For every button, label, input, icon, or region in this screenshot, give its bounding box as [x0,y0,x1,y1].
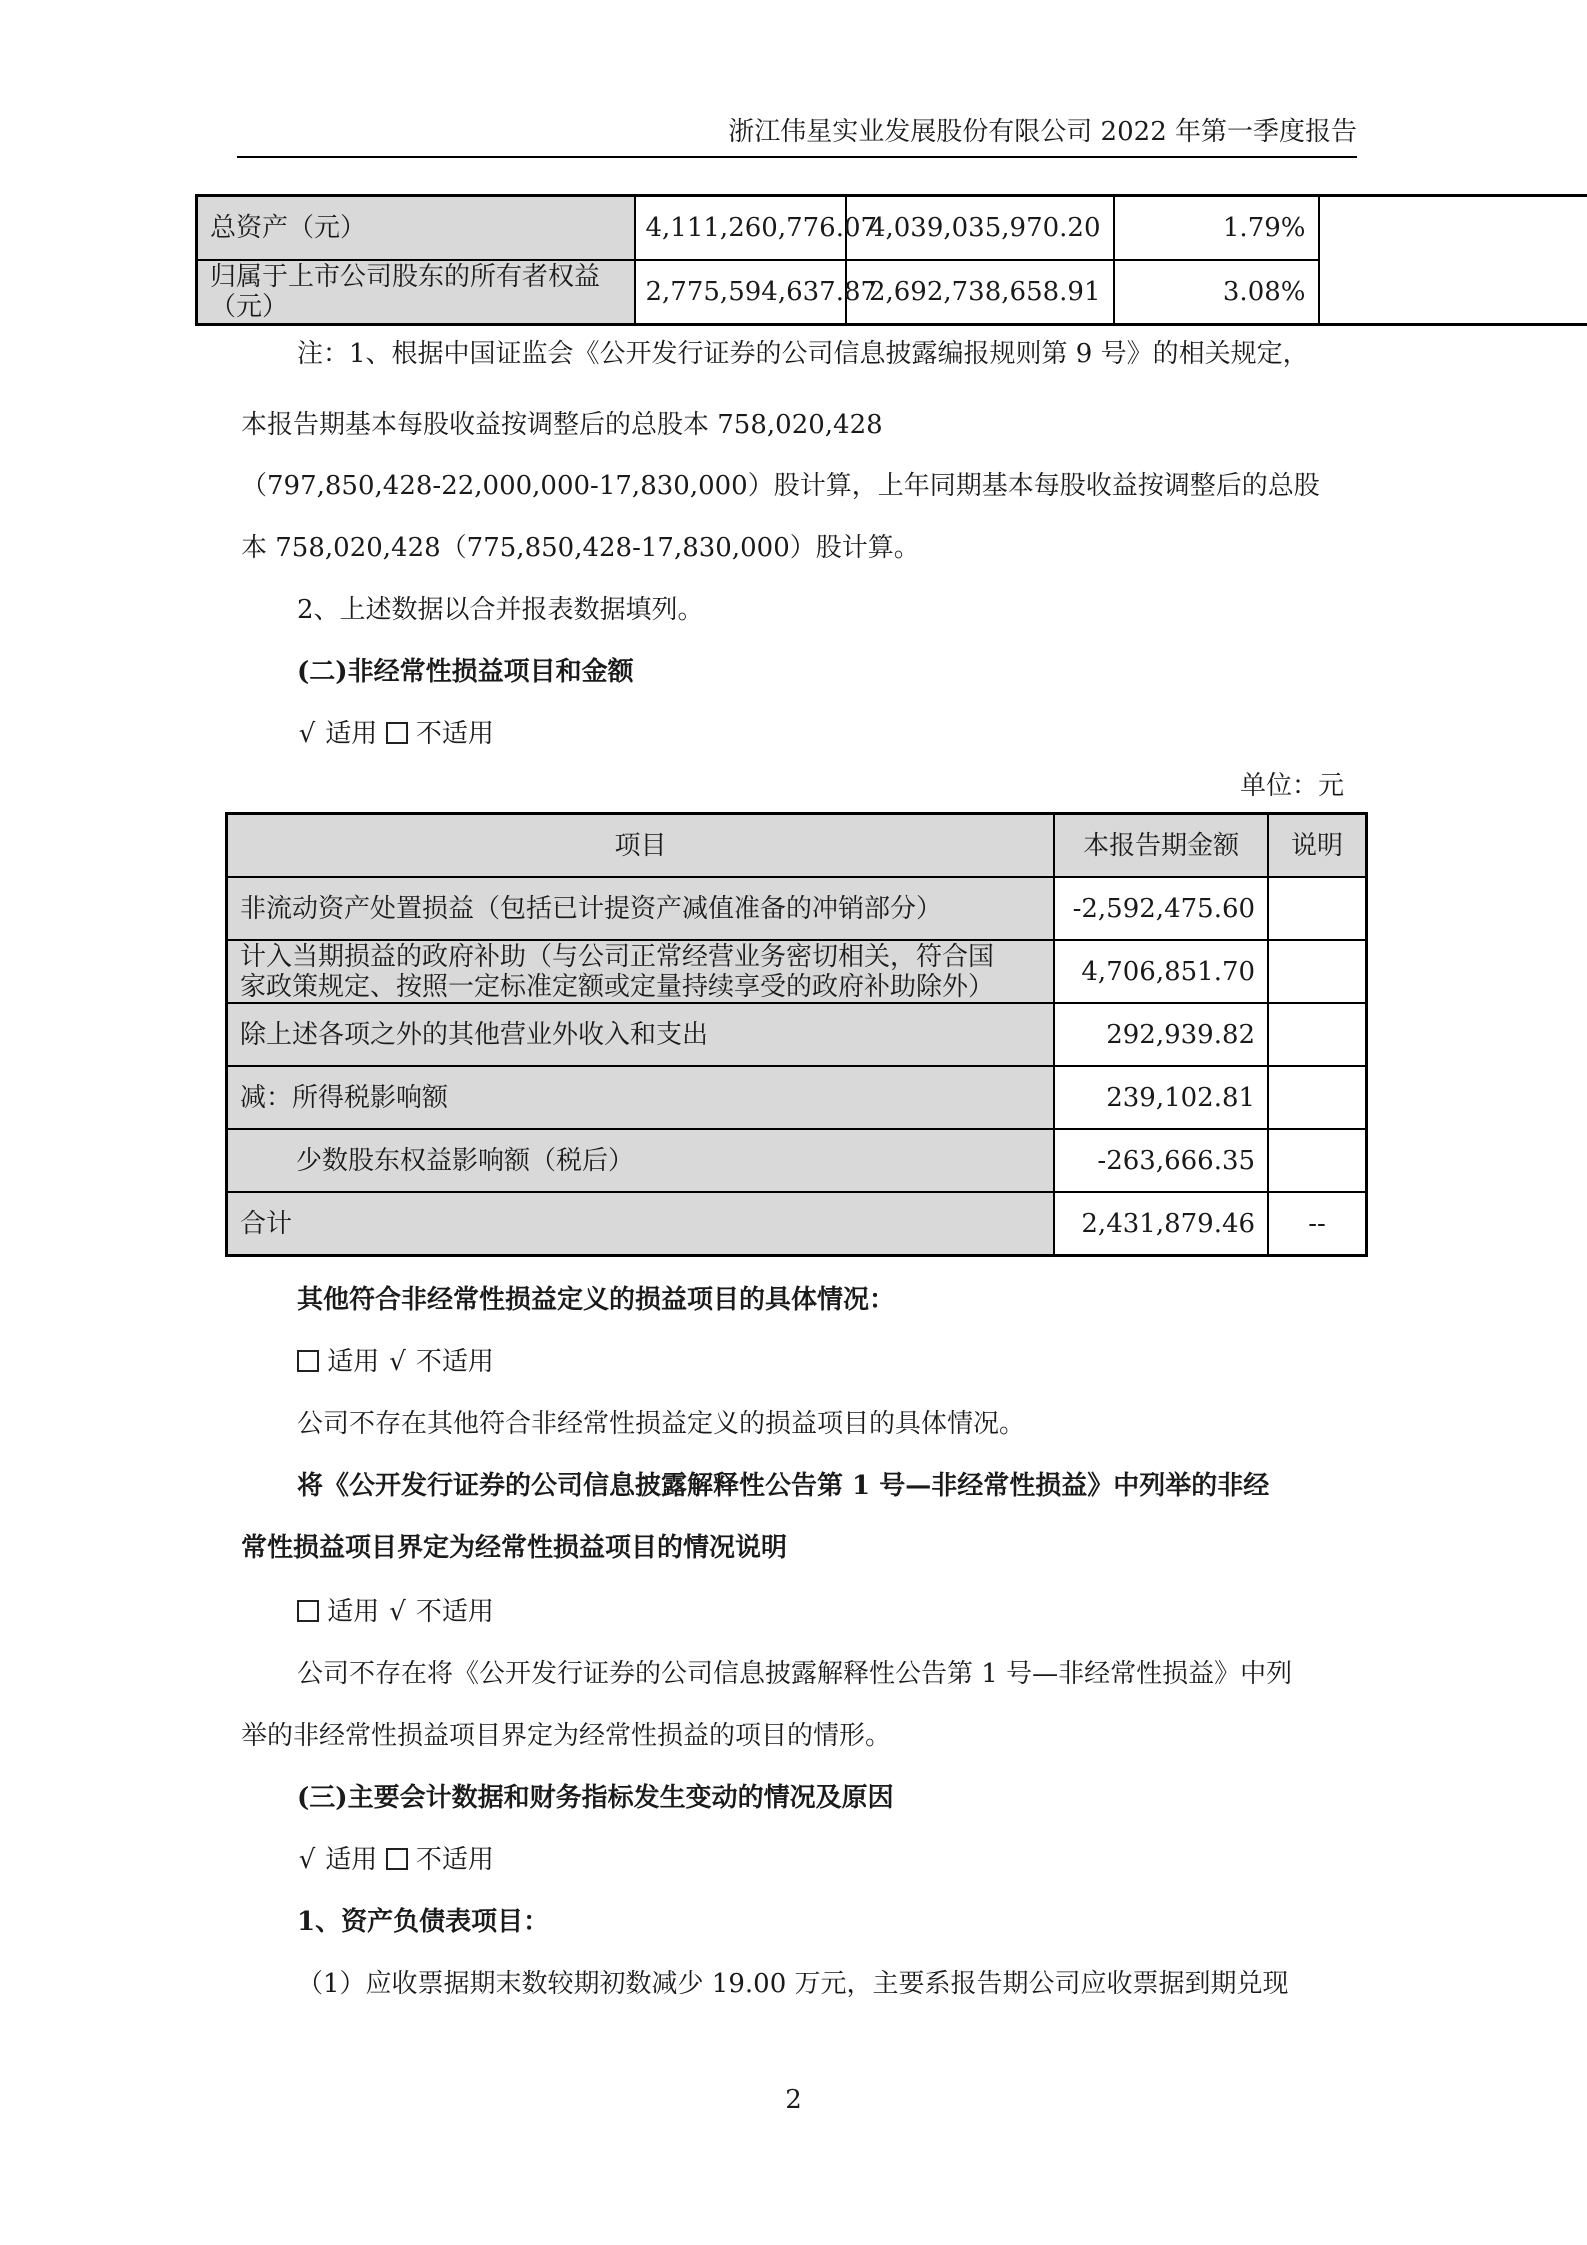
equity-label-line2: （元） [210,292,289,322]
reclass-title-line1: 将《公开发行证券的公司信息披露解释性公告第 1 号—非经常性损益》中列举的非经 [297,1471,1270,1501]
item-amount: -263,666.35 [1054,1129,1268,1192]
item-note [1268,877,1366,940]
item-amount: 4,706,851.70 [1054,940,1268,1003]
total-assets-previous: 4,039,035,970.20 [846,196,1114,261]
table-row [227,1003,1367,1066]
reclass-title-line2: 常性损益项目界定为经常性损益项目的情况说明 [241,1533,788,1563]
not-applicable-label: 不适用 [415,1347,494,1377]
item-label [227,940,1055,1003]
checkmark-icon: √ [389,1347,406,1377]
reclass-text-line1: 公司不存在将《公开发行证券的公司信息披露解释性公告第 1 号—非经常性损益》中列 [297,1659,1293,1689]
section3-title: (三)主要会计数据和财务指标发生变动的情况及原因 [297,1783,894,1813]
table-total-row [227,1192,1367,1256]
item-label: 少数股东权益影响额（税后） [227,1129,1055,1192]
table-row [197,260,1587,325]
equity-label-line1: 归属于上市公司股东的所有者权益 [210,262,601,292]
section3-applicability [297,1844,494,1876]
applicable-label: 适用 [327,1347,380,1377]
applicable-label: 适用 [325,1845,378,1875]
section2-applicability [297,718,494,750]
reclass-text-line2: 举的非经常性损益项目界定为经常性损益的项目的情形。 [241,1721,892,1751]
nonrecurring-gains-table [225,812,1368,1257]
table-row [227,1129,1367,1192]
applicable-label: 适用 [327,1597,380,1627]
applicable-label: 适用 [325,719,378,749]
item-note [1268,1003,1366,1066]
table-header-row [227,814,1367,878]
report-header-title: 浙江伟星实业发展股份有限公司 2022 年第一季度报告 [728,117,1357,147]
table-row [227,940,1367,1003]
unit-label: 单位：元 [1240,771,1345,801]
item-note [1268,1066,1366,1129]
item-note [1268,1129,1366,1192]
page-number: 2 [785,2085,802,2115]
item-label: 减：所得税影响额 [227,1066,1055,1129]
reclass-applicability [297,1596,494,1628]
equity-label [197,260,635,325]
item-amount: 292,939.82 [1054,1003,1268,1066]
item-label-line1: 计入当期损益的政府补助（与公司正常经营业务密切相关，符合国 [240,941,995,972]
section3-subtitle: 1、资产负债表项目： [297,1907,550,1937]
item-amount: -2,592,475.60 [1054,877,1268,940]
item-note [1268,940,1366,1003]
checkmark-icon: √ [389,1597,406,1627]
item-label: 除上述各项之外的其他营业外收入和支出 [227,1003,1055,1066]
checkbox-icon [297,1600,319,1622]
table-row [227,877,1367,940]
section3-item1: （1）应收票据期末数较期初数减少 19.00 万元，主要系报告期公司应收票据到期兑现 [297,1969,1289,1999]
total-note: -- [1268,1192,1366,1256]
note2: 2、上述数据以合并报表数据填列。 [297,595,704,625]
not-applicable-label: 不适用 [415,719,494,749]
checkbox-icon [297,1350,319,1372]
checkmark-icon: √ [298,719,316,749]
equity-change: 3.08% [1114,260,1319,325]
item-label: 非流动资产处置损益（包括已计提资产减值准备的冲销部分） [227,877,1055,940]
total-amount: 2,431,879.46 [1054,1192,1268,1256]
table-row [197,196,1587,261]
total-assets-change: 1.79% [1114,196,1319,261]
summary-financial-table [195,194,1587,326]
checkbox-icon [386,1848,408,1870]
not-applicable-label: 不适用 [415,1845,494,1875]
item-label-line2: 家政策规定、按照一定标准定额或定量持续享受的政府补助除外） [240,971,995,1002]
note1-line3: （797,850,428-22,000,000-17,830,000）股计算，上年同期基本每股收益按调整后的总股 [241,471,1320,501]
other-items-title: 其他符合非经常性损益定义的损益项目的具体情况： [297,1285,896,1315]
other-items-applicability [297,1346,494,1378]
not-applicable-label: 不适用 [415,1597,494,1627]
checkmark-icon: √ [298,1845,316,1875]
total-assets-current: 4,111,260,776.07 [635,196,846,261]
column-header-note: 说明 [1268,814,1366,878]
column-header-item: 项目 [227,814,1055,878]
total-assets-label: 总资产（元） [197,196,635,261]
equity-current: 2,775,594,637.87 [635,260,846,325]
header-divider [237,156,1357,158]
checkbox-icon [386,722,408,744]
column-header-amount: 本报告期金额 [1054,814,1268,878]
note1-line4: 本 758,020,428（775,850,428-17,830,000）股计算。 [241,533,920,563]
table-row [227,1066,1367,1129]
note1-line2: 本报告期基本每股收益按调整后的总股本 758,020,428 [241,410,883,440]
note1-line1: 注：1、根据中国证监会《公开发行证券的公司信息披露编报规则第 9 号》的相关规定， [297,339,1309,369]
total-label: 合计 [227,1192,1055,1256]
section2-title: (二)非经常性损益项目和金额 [297,657,634,687]
equity-previous: 2,692,738,658.91 [846,260,1114,325]
item-amount: 239,102.81 [1054,1066,1268,1129]
other-items-text: 公司不存在其他符合非经常性损益定义的损益项目的具体情况。 [297,1409,1026,1439]
